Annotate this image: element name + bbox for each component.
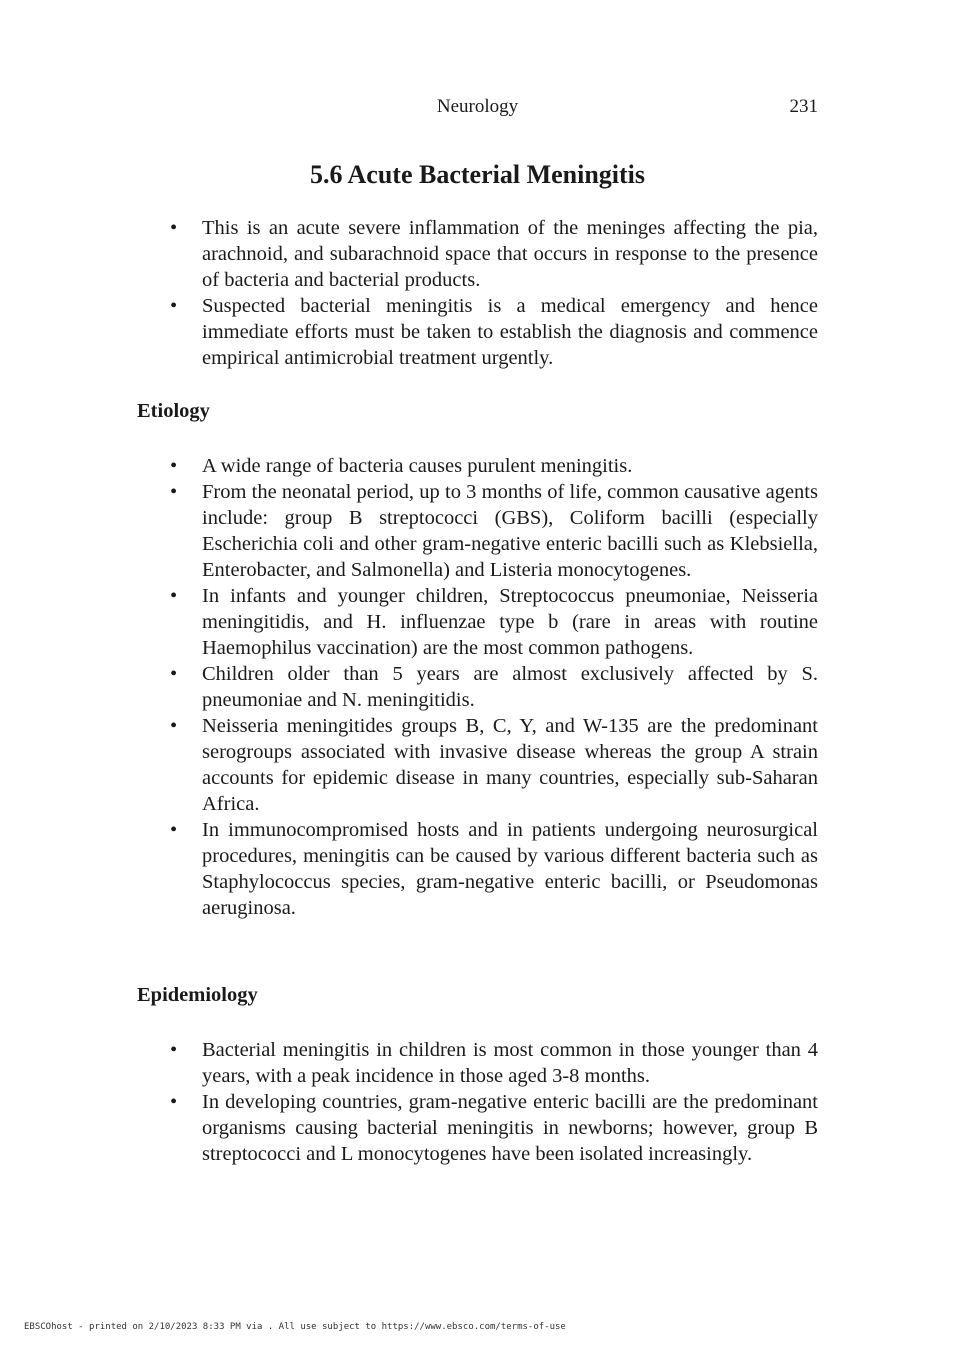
- list-item: [166, 817, 818, 921]
- running-title: Neurology: [436, 96, 519, 117]
- list-item: [166, 661, 818, 713]
- bullet-icon: •: [170, 1039, 178, 1061]
- etiology-bullet-list: [166, 453, 818, 921]
- list-item-text: In infants and younger children, Streptococcus pneumoniae, Neisseria meningitidis, and H. influenzae type b (rare in areas with routine Haemophilus vaccination) are the most common pathogens.: [202, 585, 818, 659]
- list-item: [166, 583, 818, 661]
- list-item: [166, 453, 818, 479]
- list-item-text: Children older than 5 years are almost exclusively affected by S. pneumoniae and N. meningitidis.: [202, 663, 818, 711]
- list-item-text: In immunocompromised hosts and in patients undergoing neurosurgical procedures, meningitis can be caused by various different bacteria such as Staphylococcus species, gram-negative enteric bacilli, or Pseudomonas aeruginosa.: [202, 819, 818, 919]
- list-item: [166, 215, 818, 293]
- list-item: [166, 713, 818, 817]
- etiology-heading: Etiology: [137, 400, 210, 422]
- list-item-text: Bacterial meningitis in children is most common in those younger than 4 years, with a peak incidence in those aged 3-8 months.: [202, 1039, 818, 1087]
- list-item-text: From the neonatal period, up to 3 months of life, common causative agents include: group B streptococci (GBS), Coliform bacilli (especially Escherichia coli and other gram-negative enteric bacilli such as Klebsiella, Enterobacter, and Salmonella) and Listeria monocytogenes.: [202, 481, 818, 581]
- list-item-text: Neisseria meningitides groups B, C, Y, and W-135 are the predominant serogroups associated with invasive disease whereas the group A strain accounts for epidemic disease in many countries, especially sub-Saharan Africa.: [202, 715, 818, 815]
- page-number: 231: [789, 96, 818, 117]
- bullet-icon: •: [170, 715, 178, 737]
- section-title: 5.6 Acute Bacterial Meningitis: [309, 160, 646, 189]
- bullet-icon: •: [170, 663, 178, 685]
- list-item-text: This is an acute severe inflammation of the meninges affecting the pia, arachnoid, and subarachnoid space that occurs in response to the presence of bacteria and bacterial products.: [202, 217, 818, 291]
- bullet-icon: •: [170, 217, 178, 239]
- bullet-icon: •: [170, 585, 178, 607]
- bullet-icon: •: [170, 819, 178, 841]
- list-item: [166, 479, 818, 583]
- list-item: [166, 293, 818, 371]
- bullet-icon: •: [170, 481, 178, 503]
- list-item: [166, 1037, 818, 1089]
- running-header: [0, 96, 955, 122]
- list-item: [166, 1089, 818, 1167]
- print-footer: EBSCOhost - printed on 2/10/2023 8:33 PM via . All use subject to https://www.ebsco.com/terms-of-use: [24, 1322, 566, 1332]
- bullet-icon: •: [170, 1091, 178, 1113]
- epidemiology-bullet-list: [166, 1037, 818, 1167]
- epidemiology-heading: Epidemiology: [137, 984, 258, 1006]
- list-item-text: Suspected bacterial meningitis is a medical emergency and hence immediate efforts must be taken to establish the diagnosis and commence empirical antimicrobial treatment urgently.: [202, 295, 818, 369]
- bullet-icon: •: [170, 455, 178, 477]
- list-item-text: In developing countries, gram-negative enteric bacilli are the predominant organisms causing bacterial meningitis in newborns; however, group B streptococci and L monocytogenes have been isolated increasingly.: [202, 1091, 818, 1165]
- bullet-icon: •: [170, 295, 178, 317]
- list-item-text: A wide range of bacteria causes purulent meningitis.: [202, 455, 633, 477]
- intro-bullet-list: [166, 215, 818, 371]
